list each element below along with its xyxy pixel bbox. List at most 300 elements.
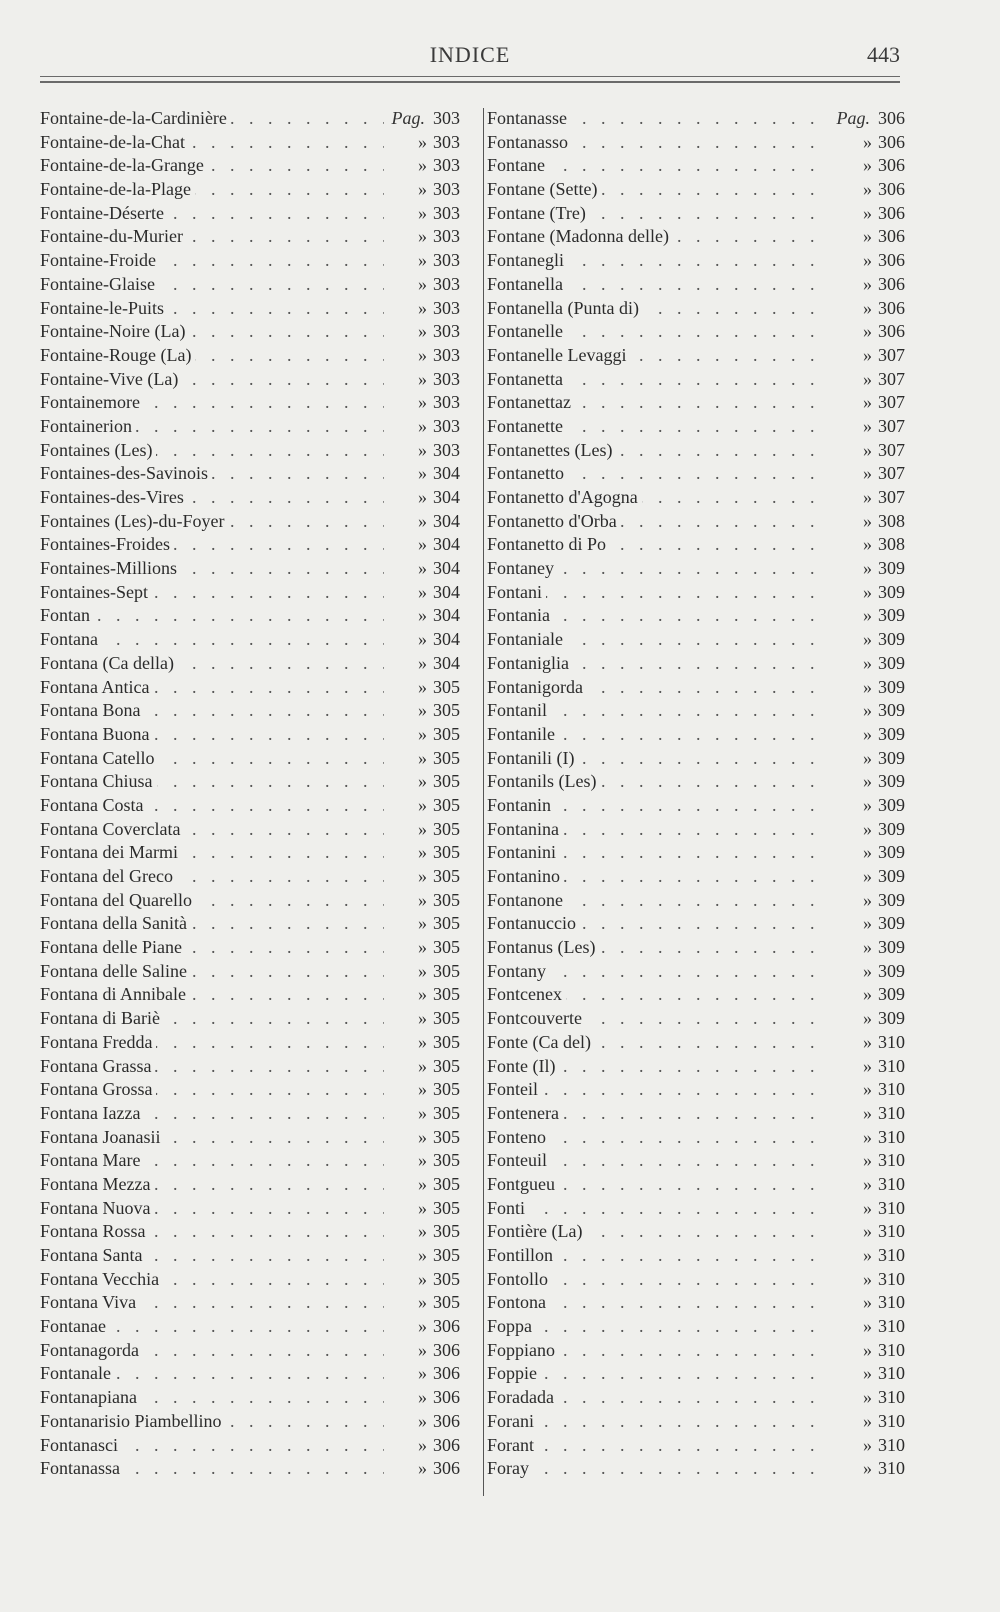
entry-page-number: 309 <box>878 652 905 673</box>
entry-page-ref <box>829 841 905 865</box>
entry-page-number: 306 <box>433 1339 460 1360</box>
index-entry <box>40 1386 460 1410</box>
entry-page-number: 310 <box>878 1126 905 1147</box>
index-entry <box>487 131 905 155</box>
entry-name: Fontcenex <box>487 983 566 1007</box>
entry-page-number: 304 <box>433 629 460 650</box>
entry-name: Fontollo <box>487 1268 552 1292</box>
entry-name: Fontanin <box>487 794 555 818</box>
entry-name: Fontaine-du-Murier <box>40 225 187 249</box>
entry-page-mark: » <box>863 226 872 247</box>
index-entry <box>40 699 460 723</box>
index-column-left <box>40 107 460 1481</box>
entry-name: Fontana Chiusa <box>40 770 157 794</box>
entry-name: Fontana delle Piane <box>40 936 186 960</box>
index-entry <box>487 581 905 605</box>
entry-page-mark: » <box>863 439 872 460</box>
entry-page-mark: » <box>418 415 427 436</box>
entry-name: Fontanone <box>487 889 567 913</box>
entry-name: Fontana della Sanità <box>40 912 191 936</box>
entry-page-mark: » <box>418 1458 427 1479</box>
entry-name: Fontanasso <box>487 131 572 155</box>
entry-page-number: 306 <box>878 108 905 128</box>
entry-name: Foradada <box>487 1386 558 1410</box>
entry-page-number: 306 <box>878 297 905 318</box>
entry-page-ref <box>829 1031 905 1055</box>
entry-page-number: 307 <box>878 463 905 484</box>
entry-page-ref <box>829 462 905 486</box>
entry-page-mark: » <box>418 1102 427 1123</box>
index-entry <box>40 368 460 392</box>
entry-page-ref <box>384 462 460 486</box>
entry-page-mark: » <box>863 1126 872 1147</box>
entry-page-ref <box>829 770 905 794</box>
entry-name: Fontan <box>40 604 94 628</box>
entry-page-ref <box>829 1007 905 1031</box>
entry-name: Fontanini <box>487 841 560 865</box>
entry-page-number: 307 <box>878 392 905 413</box>
entry-page-number: 303 <box>433 439 460 460</box>
entry-page-ref <box>829 983 905 1007</box>
entry-page-ref <box>829 415 905 439</box>
entry-page-ref <box>829 1197 905 1221</box>
entry-page-number: 310 <box>878 1363 905 1384</box>
entry-page-ref <box>384 912 460 936</box>
entry-page-mark: » <box>863 1268 872 1289</box>
entry-name: Forant <box>487 1434 538 1458</box>
entry-page-number: 310 <box>878 1079 905 1100</box>
entry-page-number: 305 <box>433 1292 460 1313</box>
entry-page-mark: » <box>418 794 427 815</box>
entry-page-ref <box>829 131 905 155</box>
header-rule-thick <box>40 81 900 83</box>
entry-page-mark: » <box>418 960 427 981</box>
entry-page-mark: » <box>418 771 427 792</box>
entry-page-mark: » <box>418 842 427 863</box>
entry-page-ref <box>829 1457 905 1481</box>
entry-page-number: 309 <box>878 889 905 910</box>
entry-page-mark: » <box>418 1292 427 1313</box>
entry-name: Fontaine-de-la-Plage <box>40 178 195 202</box>
entry-page-ref <box>829 652 905 676</box>
entry-name: Fontanarisio Piambellino <box>40 1410 226 1434</box>
entry-page-mark: » <box>863 1458 872 1479</box>
entry-page-mark: » <box>863 605 872 626</box>
index-entry <box>487 1434 905 1458</box>
entry-page-ref <box>829 699 905 723</box>
entry-page-mark: » <box>863 250 872 271</box>
entry-name: Fontana Rossa <box>40 1220 150 1244</box>
entry-page-ref <box>384 889 460 913</box>
entry-page-number: 309 <box>878 605 905 626</box>
entry-page-number: 309 <box>878 558 905 579</box>
entry-page-mark: » <box>418 1339 427 1360</box>
index-entry <box>487 415 905 439</box>
entry-name: Fontaines-Froides <box>40 533 174 557</box>
index-entry <box>40 1457 460 1481</box>
entry-name: Fontanette <box>487 415 567 439</box>
dot-leader <box>487 1197 833 1221</box>
entry-page-number: 309 <box>878 818 905 839</box>
entry-page-mark: » <box>863 1031 872 1052</box>
entry-page-mark: » <box>863 392 872 413</box>
entry-name: Fontanetto <box>487 462 568 486</box>
column-divider <box>483 108 484 1496</box>
entry-page-ref <box>384 1031 460 1055</box>
index-entry <box>487 770 905 794</box>
entry-page-number: 305 <box>433 818 460 839</box>
index-entry <box>487 249 905 273</box>
entry-page-mark: » <box>863 415 872 436</box>
index-entry <box>40 486 460 510</box>
entry-page-mark: » <box>418 1268 427 1289</box>
index-entry <box>487 1220 905 1244</box>
entry-page-mark: » <box>418 818 427 839</box>
entry-page-ref <box>829 723 905 747</box>
entry-page-ref <box>829 225 905 249</box>
entry-page-ref <box>384 1362 460 1386</box>
page-title: INDICE <box>429 42 511 67</box>
entry-page-number: 303 <box>433 179 460 200</box>
entry-name: Fontanils (Les) <box>487 770 601 794</box>
entry-page-number: 303 <box>433 392 460 413</box>
entry-page-number: 304 <box>433 652 460 673</box>
entry-page-number: 303 <box>433 250 460 271</box>
index-entry <box>40 320 460 344</box>
index-entry <box>40 344 460 368</box>
entry-page-ref <box>829 912 905 936</box>
entry-name: Fontaine-Glaise <box>40 273 159 297</box>
entry-page-number: 307 <box>878 439 905 460</box>
entry-page-number: 305 <box>433 1008 460 1029</box>
entry-name: Fontana Catello <box>40 747 158 771</box>
entry-name: Fontana dei Marmi <box>40 841 182 865</box>
entry-page-number: 303 <box>433 368 460 389</box>
index-entry <box>40 1102 460 1126</box>
entry-name: Fontanetto d'Orba <box>487 510 621 534</box>
dot-leader <box>487 1457 833 1481</box>
entry-name: Fonti <box>487 1197 529 1221</box>
entry-name: Forani <box>487 1410 538 1434</box>
entry-page-ref <box>829 1291 905 1315</box>
entry-name: Fontana Costa <box>40 794 148 818</box>
entry-page-ref <box>829 936 905 960</box>
index-entry <box>487 1149 905 1173</box>
entry-page-mark: » <box>863 487 872 507</box>
entry-name: Fontana delle Saline <box>40 960 191 984</box>
entry-name: Fontana Viva <box>40 1291 140 1315</box>
index-entry <box>487 652 905 676</box>
entry-page-mark: » <box>863 558 872 579</box>
entry-page-mark: » <box>863 1008 872 1029</box>
entry-name: Fonteno <box>487 1126 550 1150</box>
index-entry <box>40 604 460 628</box>
entry-page-ref <box>829 865 905 889</box>
entry-page-ref <box>384 154 460 178</box>
entry-page-ref <box>384 178 460 202</box>
entry-name: Fontanale <box>40 1362 115 1386</box>
entry-name: Fontanella (Punta di) <box>487 297 643 321</box>
entry-page-number: 310 <box>878 1387 905 1408</box>
entry-name: Fontana Mezza <box>40 1173 154 1197</box>
entry-page-number: 305 <box>433 794 460 815</box>
entry-name: Fontani <box>487 581 546 605</box>
entry-page-mark: » <box>418 487 427 507</box>
entry-page-mark: » <box>418 1126 427 1147</box>
entry-page-mark: » <box>863 510 872 531</box>
entry-name: Fontière (La) <box>487 1220 586 1244</box>
entry-page-number: 306 <box>878 273 905 294</box>
entry-page-number: 305 <box>433 960 460 981</box>
entry-name: Fontanil <box>487 699 551 723</box>
entry-page-mark: » <box>863 202 872 223</box>
index-entry <box>40 1055 460 1079</box>
entry-name: Fontanettaz <box>487 391 575 415</box>
entry-page-ref <box>384 415 460 439</box>
entry-page-ref <box>384 1244 460 1268</box>
entry-page-ref <box>384 604 460 628</box>
entry-name: Fontana Bona <box>40 699 145 723</box>
entry-page-ref <box>829 249 905 273</box>
entry-page-ref <box>384 841 460 865</box>
entry-page-mark: » <box>418 676 427 697</box>
entry-page-mark: » <box>418 344 427 365</box>
entry-page-mark: » <box>418 1150 427 1171</box>
entry-page-mark: » <box>418 321 427 342</box>
index-entry <box>487 1197 905 1221</box>
entry-name: Fontana di Bariè <box>40 1007 164 1031</box>
entry-page-mark: » <box>418 700 427 721</box>
index-entry <box>487 676 905 700</box>
entry-name: Fontanelle <box>487 320 567 344</box>
entry-page-mark: » <box>418 392 427 413</box>
index-entry <box>40 723 460 747</box>
index-entry <box>40 557 460 581</box>
index-entry <box>40 462 460 486</box>
entry-page-mark: » <box>863 676 872 697</box>
entry-page-ref <box>384 1149 460 1173</box>
entry-page-ref <box>384 1197 460 1221</box>
entry-page-number: 306 <box>878 131 905 152</box>
entry-page-ref <box>384 368 460 392</box>
entry-page-mark: » <box>863 1434 872 1455</box>
entry-page-mark: » <box>863 842 872 863</box>
index-entry <box>40 1197 460 1221</box>
entry-page-ref <box>384 297 460 321</box>
entry-page-mark: » <box>863 273 872 294</box>
entry-page-ref <box>384 1078 460 1102</box>
index-entry <box>487 273 905 297</box>
entry-page-mark: » <box>863 866 872 886</box>
entry-page-number: 306 <box>433 1434 460 1455</box>
entry-page-ref <box>384 225 460 249</box>
index-entry <box>40 1078 460 1102</box>
index-entry <box>40 533 460 557</box>
entry-name: Fontaines-Sept <box>40 581 152 605</box>
entry-page-ref <box>384 1410 460 1434</box>
entry-page-mark: » <box>418 866 427 886</box>
index-entry <box>487 818 905 842</box>
index-entry <box>487 178 905 202</box>
entry-page-mark: » <box>418 463 427 484</box>
entry-page-ref <box>384 983 460 1007</box>
entry-page-ref <box>384 936 460 960</box>
entry-page-mark: » <box>418 1008 427 1029</box>
entry-page-number: 305 <box>433 1173 460 1194</box>
entry-page-ref <box>829 178 905 202</box>
index-entry <box>487 320 905 344</box>
index-entry <box>487 391 905 415</box>
index-entry <box>487 1315 905 1339</box>
entry-name: Fontaniale <box>487 628 567 652</box>
entry-page-mark: » <box>863 723 872 744</box>
entry-page-mark: » <box>863 629 872 650</box>
entry-page-ref <box>829 581 905 605</box>
entry-name: Fontanetta <box>487 368 567 392</box>
entry-name: Fontaine-Déserte <box>40 202 168 226</box>
entry-page-number: 305 <box>433 913 460 934</box>
entry-page-number: 309 <box>878 676 905 697</box>
index-column-right <box>487 107 905 1481</box>
entry-page-ref <box>384 723 460 747</box>
entry-page-ref <box>384 1291 460 1315</box>
entry-page-ref <box>384 794 460 818</box>
entry-name: Fontainemore <box>40 391 144 415</box>
entry-page-number: 307 <box>878 415 905 436</box>
index-entry <box>487 225 905 249</box>
entry-page-mark: » <box>418 510 427 531</box>
entry-page-ref <box>829 1149 905 1173</box>
entry-page-number: 303 <box>433 226 460 247</box>
entry-page-number: 306 <box>433 1363 460 1384</box>
entry-page-mark: » <box>863 1197 872 1218</box>
entry-page-ref <box>384 1126 460 1150</box>
index-entry <box>487 462 905 486</box>
index-entry <box>487 486 905 510</box>
entry-name: Fontaine-le-Puits <box>40 297 168 321</box>
entry-page-ref <box>829 1173 905 1197</box>
entry-page-mark: » <box>418 629 427 650</box>
entry-page-number: 309 <box>878 629 905 650</box>
entry-page-number: 310 <box>878 1458 905 1479</box>
entry-page-mark: » <box>418 1434 427 1455</box>
entry-page-mark: » <box>863 463 872 484</box>
index-entry <box>487 297 905 321</box>
entry-page-mark: » <box>863 652 872 673</box>
entry-page-mark: » <box>418 1410 427 1431</box>
entry-page-number: 309 <box>878 913 905 934</box>
entry-page-number: 305 <box>433 676 460 697</box>
index-entry <box>40 1434 460 1458</box>
index-entry <box>487 960 905 984</box>
entry-name: Fontanegli <box>487 249 568 273</box>
entry-page-number: 309 <box>878 581 905 602</box>
index-entry <box>40 936 460 960</box>
entry-name: Fontanapiana <box>40 1386 141 1410</box>
entry-page-ref <box>829 1126 905 1150</box>
index-entry <box>40 747 460 771</box>
entry-page-mark: » <box>418 179 427 200</box>
entry-page-mark: » <box>418 1387 427 1408</box>
entry-name: Foppiano <box>487 1339 559 1363</box>
entry-page-number: 305 <box>433 1245 460 1265</box>
index-entry <box>487 794 905 818</box>
entry-name: Fontana di Annibale <box>40 983 190 1007</box>
index-entry <box>487 557 905 581</box>
entry-name: Fontaney <box>487 557 558 581</box>
entry-name: Fontanetto d'Agogna <box>487 486 642 510</box>
entry-page-number: 305 <box>433 723 460 744</box>
entry-page-number: 305 <box>433 700 460 721</box>
entry-name: Fontany <box>487 960 550 984</box>
entry-page-ref <box>829 154 905 178</box>
index-entry <box>40 1173 460 1197</box>
entry-page-number: 304 <box>433 463 460 484</box>
index-entry <box>40 1149 460 1173</box>
entry-page-ref <box>829 1386 905 1410</box>
index-entry <box>487 1362 905 1386</box>
index-entry <box>40 1339 460 1363</box>
entry-page-ref <box>829 1268 905 1292</box>
index-entry <box>40 391 460 415</box>
entry-page-ref <box>829 1362 905 1386</box>
entry-page-ref <box>829 1055 905 1079</box>
entry-page-number: 309 <box>878 866 905 886</box>
index-entry <box>40 912 460 936</box>
index-entry <box>40 841 460 865</box>
entry-page-number: 303 <box>433 297 460 318</box>
dot-leader <box>487 1315 833 1339</box>
entry-page-ref <box>829 344 905 368</box>
entry-name: Fontaine-Vive (La) <box>40 368 182 392</box>
index-entry <box>487 1410 905 1434</box>
entry-name: Fontanasse <box>487 107 571 131</box>
index-entry <box>487 439 905 463</box>
entry-page-ref <box>384 1007 460 1031</box>
entry-name: Fontona <box>487 1291 550 1315</box>
entry-page-ref <box>829 297 905 321</box>
entry-page-number: 310 <box>878 1292 905 1313</box>
entry-page-ref <box>829 628 905 652</box>
entry-name: Fontana Mare <box>40 1149 144 1173</box>
index-entry <box>40 415 460 439</box>
entry-page-ref <box>384 1173 460 1197</box>
entry-page-mark: » <box>418 1173 427 1194</box>
entry-page-ref <box>829 1220 905 1244</box>
index-entry <box>487 747 905 771</box>
index-entry <box>487 1244 905 1268</box>
entry-name: Fontanelle Levaggi <box>487 344 630 368</box>
entry-page-mark: » <box>863 1221 872 1242</box>
index-entry <box>487 202 905 226</box>
index-entry <box>40 1126 460 1150</box>
entry-name: Fontenera <box>487 1102 563 1126</box>
entry-page-number: 305 <box>433 842 460 863</box>
entry-page-mark: » <box>418 273 427 294</box>
entry-page-number: 306 <box>878 250 905 271</box>
entry-page-number: 305 <box>433 1055 460 1076</box>
entry-page-mark: » <box>863 1387 872 1408</box>
entry-page-mark: » <box>863 771 872 792</box>
entry-page-mark: » <box>863 1339 872 1360</box>
entry-page-mark: » <box>418 131 427 152</box>
entry-page-ref <box>384 652 460 676</box>
entry-page-number: 306 <box>433 1316 460 1337</box>
entry-page-ref <box>829 676 905 700</box>
index-entry <box>40 1220 460 1244</box>
entry-page-number: 310 <box>878 1102 905 1123</box>
index-entry <box>487 510 905 534</box>
